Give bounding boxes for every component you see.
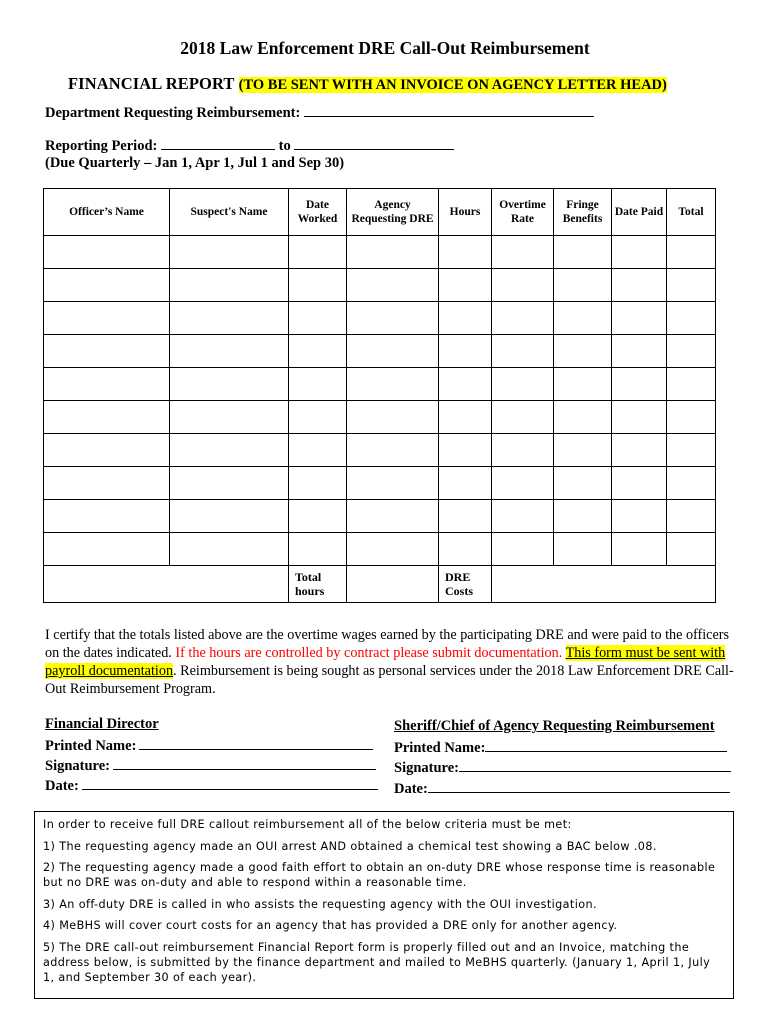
table-cell[interactable] [554, 467, 612, 500]
fd-date-line[interactable] [82, 777, 378, 790]
sh-signature-label: Signature: [394, 760, 459, 776]
table-cell[interactable] [554, 401, 612, 434]
table-cell[interactable] [439, 368, 492, 401]
reporting-period-to-line[interactable] [294, 137, 454, 150]
table-cell[interactable] [44, 302, 170, 335]
reporting-period-to-label: to [278, 138, 291, 154]
table-cell[interactable] [347, 368, 439, 401]
table-cell[interactable] [170, 401, 289, 434]
table-cell[interactable] [347, 335, 439, 368]
table-cell[interactable] [439, 434, 492, 467]
table-cell[interactable] [492, 269, 554, 302]
table-cell[interactable] [44, 335, 170, 368]
table-cell[interactable] [439, 302, 492, 335]
sh-signature-field [394, 759, 731, 777]
table-cell[interactable] [492, 236, 554, 269]
sh-date-field [394, 780, 730, 798]
table-cell[interactable] [289, 533, 347, 566]
table-cell[interactable] [492, 335, 554, 368]
table-cell[interactable] [554, 335, 612, 368]
department-field [45, 104, 594, 122]
table-cell[interactable] [554, 434, 612, 467]
table-cell[interactable] [667, 434, 716, 467]
table-cell[interactable] [170, 269, 289, 302]
department-input-line[interactable] [304, 104, 594, 117]
sh-date-label: Date: [394, 781, 428, 797]
table-cell[interactable] [492, 500, 554, 533]
table-cell[interactable] [554, 269, 612, 302]
sh-date-line[interactable] [428, 780, 730, 793]
table-cell[interactable] [667, 533, 716, 566]
sh-printed-name-label: Printed Name: [394, 740, 486, 756]
table-cell[interactable] [612, 533, 667, 566]
fd-printed-name-label: Printed Name: [45, 738, 137, 754]
table-cell[interactable] [347, 500, 439, 533]
fd-signature-line[interactable] [113, 757, 376, 770]
header-agency-requesting-dre: Agency Requesting DRE [347, 189, 439, 236]
financial-report-label: FINANCIAL REPORT [68, 74, 235, 93]
table-cell[interactable] [44, 434, 170, 467]
criteria-item: 3) An off-duty DRE is called in who assists the requesting agency with the OUI investigation. [43, 897, 597, 911]
table-cell[interactable] [439, 467, 492, 500]
table-cell[interactable] [667, 467, 716, 500]
table-row [44, 236, 716, 269]
reimbursement-table [43, 188, 716, 603]
reporting-period-from-line[interactable] [161, 137, 275, 150]
department-label: Department Requesting Reimbursement: [45, 105, 301, 121]
table-cell[interactable] [612, 500, 667, 533]
table-cell[interactable] [170, 335, 289, 368]
criteria-item: 1) The requesting agency made an OUI arrest AND obtained a chemical test showing a BAC below .08. [43, 839, 657, 853]
footer-empty [347, 566, 439, 603]
table-cell[interactable] [554, 368, 612, 401]
reporting-period-label: Reporting Period: [45, 138, 158, 154]
table-cell[interactable] [170, 467, 289, 500]
fd-date-field [45, 777, 378, 795]
footer-empty [170, 566, 289, 603]
table-cell[interactable] [170, 302, 289, 335]
table-cell[interactable] [612, 401, 667, 434]
table-cell[interactable] [347, 467, 439, 500]
footer-empty [554, 566, 612, 603]
financial-report-heading [68, 74, 667, 94]
table-cell[interactable] [289, 335, 347, 368]
table-cell[interactable] [44, 500, 170, 533]
form-title: 2018 Law Enforcement DRE Call-Out Reimbursement [180, 38, 590, 58]
table-footer-row [44, 566, 716, 603]
table-cell[interactable] [289, 302, 347, 335]
header-fringe-benefits: Fringe Benefits [554, 189, 612, 236]
fd-date-label: Date: [45, 778, 79, 794]
table-cell[interactable] [170, 434, 289, 467]
sh-printed-name-field [394, 739, 727, 757]
header-date-worked: Date Worked [289, 189, 347, 236]
fd-signature-label: Signature: [45, 758, 110, 774]
header-suspect-name: Suspect's Name [170, 189, 289, 236]
certification-text [45, 626, 735, 698]
table-cell[interactable] [347, 533, 439, 566]
total-hours-label: Total hours [289, 566, 347, 603]
table-cell[interactable] [667, 269, 716, 302]
table-cell[interactable] [554, 500, 612, 533]
table-cell[interactable] [554, 236, 612, 269]
table-cell[interactable] [612, 269, 667, 302]
table-row [44, 533, 716, 566]
header-overtime-rate: Overtime Rate [492, 189, 554, 236]
dre-costs-label: DRE Costs [439, 566, 492, 603]
table-cell[interactable] [667, 302, 716, 335]
table-cell[interactable] [667, 401, 716, 434]
criteria-item: 4) MeBHS will cover court costs for an agency that has provided a DRE only for another agency. [43, 919, 618, 932]
fd-printed-name-field [45, 737, 373, 755]
table-cell[interactable] [612, 434, 667, 467]
table-cell[interactable] [439, 335, 492, 368]
table-cell[interactable] [170, 236, 289, 269]
header-total: Total [667, 189, 716, 236]
table-cell[interactable] [347, 401, 439, 434]
table-cell[interactable] [492, 368, 554, 401]
table-cell[interactable] [492, 533, 554, 566]
table-row [44, 500, 716, 533]
table-cell[interactable] [289, 401, 347, 434]
table-cell[interactable] [492, 401, 554, 434]
table-cell[interactable] [612, 368, 667, 401]
table-row [44, 401, 716, 434]
table-cell[interactable] [667, 500, 716, 533]
table-cell[interactable] [554, 533, 612, 566]
table-cell[interactable] [439, 500, 492, 533]
financial-report-note: (TO BE SENT WITH AN INVOICE ON AGENCY LETTER HEAD) [238, 77, 667, 93]
table-cell[interactable] [289, 368, 347, 401]
criteria-item: 2) The requesting agency made a good faith effort to obtain an on-duty DRE whose response time is reasonable but no DRE was on-duty and able to respond within a reasonable time. [43, 861, 716, 889]
table-row [44, 368, 716, 401]
table-header-row [44, 189, 716, 236]
criteria-item: 5) The DRE call-out reimbursement Financial Report form is properly filled out and an Invoice, matching the address below, is submitted by the finance department and mailed to MeBHS quarterly. (January 1, April 1, July 1, and September 30 of each year). [43, 940, 711, 984]
footer-empty [492, 566, 554, 603]
table-cell[interactable] [667, 236, 716, 269]
header-date-paid: Date Paid [612, 189, 667, 236]
table-cell[interactable] [492, 434, 554, 467]
table-cell[interactable] [492, 467, 554, 500]
table-cell[interactable] [347, 434, 439, 467]
footer-empty [667, 566, 716, 603]
table-cell[interactable] [289, 467, 347, 500]
table-cell[interactable] [44, 368, 170, 401]
sh-printed-name-line[interactable] [485, 739, 727, 752]
criteria-box [34, 811, 734, 999]
table-cell[interactable] [289, 500, 347, 533]
table-cell[interactable] [289, 434, 347, 467]
reporting-period-field [45, 137, 454, 155]
table-cell[interactable] [612, 236, 667, 269]
fd-printed-name-line[interactable] [139, 737, 373, 750]
table-row [44, 467, 716, 500]
table-cell[interactable] [44, 401, 170, 434]
sheriff-title: Sheriff/Chief of Agency Requesting Reimbursement [394, 718, 715, 734]
due-note: (Due Quarterly – Jan 1, Apr 1, Jul 1 and Sep 30) [45, 155, 345, 171]
table-cell[interactable] [44, 269, 170, 302]
table-cell[interactable] [667, 335, 716, 368]
table-cell[interactable] [347, 302, 439, 335]
table-cell[interactable] [492, 302, 554, 335]
table-cell[interactable] [612, 467, 667, 500]
criteria-intro: In order to receive full DRE callout reimbursement all of the below criteria must be met: [43, 818, 572, 831]
table-cell[interactable] [289, 269, 347, 302]
table-row [44, 269, 716, 302]
table-row [44, 434, 716, 467]
table-cell[interactable] [170, 500, 289, 533]
fd-signature-field [45, 757, 376, 775]
footer-empty [612, 566, 667, 603]
table-cell[interactable] [554, 302, 612, 335]
table-cell[interactable] [289, 236, 347, 269]
table-cell[interactable] [439, 269, 492, 302]
table-cell[interactable] [612, 335, 667, 368]
table-cell[interactable] [44, 236, 170, 269]
table-cell[interactable] [667, 368, 716, 401]
footer-empty [44, 566, 170, 603]
table-cell[interactable] [439, 533, 492, 566]
table-cell[interactable] [170, 533, 289, 566]
table-cell[interactable] [347, 269, 439, 302]
table-cell[interactable] [439, 236, 492, 269]
certification-contract-note: If the hours are controlled by contract please submit documentation. [175, 645, 563, 661]
header-officer-name: Officer’s Name [44, 189, 170, 236]
certification-part4: . Reimbursement is being sought as personal services under the 2018 Law Enforcement DRE Call-Out Reimbursement Program. [45, 663, 734, 697]
header-hours: Hours [439, 189, 492, 236]
table-row [44, 335, 716, 368]
certification-payroll-note: This form must be sent with payroll documentation [45, 645, 726, 679]
table-cell[interactable] [44, 467, 170, 500]
financial-director-title: Financial Director [45, 716, 159, 732]
table-cell[interactable] [347, 236, 439, 269]
table-cell[interactable] [439, 401, 492, 434]
sh-signature-line[interactable] [459, 759, 731, 772]
table-row [44, 302, 716, 335]
certification-part1: I certify that the totals listed above are the overtime wages earned by the participating DRE and were paid to the officers on the dates indicated. [45, 627, 730, 661]
table-cell[interactable] [170, 368, 289, 401]
table-cell[interactable] [44, 533, 170, 566]
table-cell[interactable] [612, 302, 667, 335]
